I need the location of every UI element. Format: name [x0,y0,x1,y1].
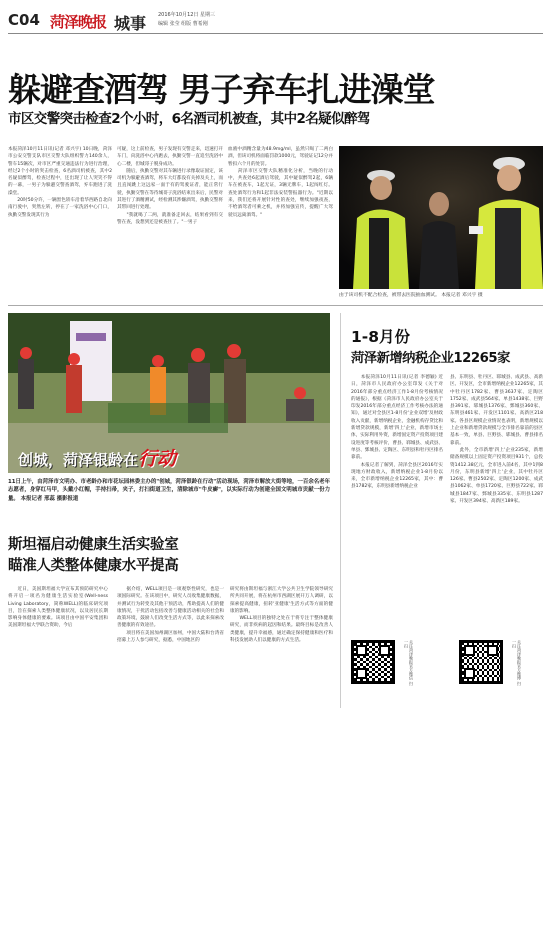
checkpoint-illustration [339,146,543,289]
health-column-1: 近日，美国斯坦福大学宣布其预防研究中心将开启一项名为健康生活实验室(Well-ness Living Laboratory，简称WELL)的临床研究项目，旨在探索人类整体健康状况，以及居民长期影响身体健康的要素。该项目由中国平安集团和美国斯坦福大学联合资助，今后 [8,587,108,629]
health-headline-line-1: 斯坦福启动健康生活实验室 [8,537,179,553]
volunteer-photo [8,313,330,473]
issue-date: 2016年10月12日 星期三 [158,12,216,18]
lead-column-1: 本报菏泽10月11日讯(记者 邓兴宇) 10日晚，菏泽市公安交警支队市区交警大队组织警力140余人，警车15辆次，对市区严重交通违法行为进行治理，经过2个小时的突击检查，6名酒司机被查，其中2名疑似醉驾，检查过程中，还出现了让人哭笑不得的一幕，一男子为躲避交警查酒驾，弃车跑进了洗澡堂。 20时50分许，一辆黑色轿车沿着华西路自北向南行驶中，突然左转，停在了一家洗浴中心门口，执勤交警发现其行为 [8,147,112,218]
lead-subhead: 市区交警突击检查2个小时，6名酒司机被查，其中2名疑似醉驾 [8,111,370,127]
volunteer-photo-overlay [18,444,176,471]
qr-wechat-caption: 关注菏泽晚报官方微信 扫一扫 [404,640,414,686]
column-divider [340,313,341,708]
section-divider [8,305,543,306]
page-header [8,7,543,33]
tax-column-2: 县、东明县、牡丹区、郓城县、成武县、高新区、开发区，全市新增纳税企业12265家，其中牡丹区1782家、曹县3637家、定陶区1752家、成武县564家、单县1438家、巨野县391家、郓城县1376家、鄄城县360家、东明县461家、开发区1101家、高新区218家。各县区规模企业情况也表明，新增规模以上企业和新增贷款规模与全市排名靠前的县区基本一致，单县、巨野县、郓城县、曹县排名靠前。 此外，全市新增'四上'企业235家，新增储备规模以上固定资产投资项目931个，总投资1412.38亿元，全市进入前4名，其中1到8月份，东明县新增'四上'企业，其中牡丹区126家、曹县2502家、定陶区1200家、成武县1062家、单县1720家、巨野县722家、郓城县1847家、鄄城县335家、东明县1287家、开发区394家、高新区189家。 [450,375,543,505]
editors-line: 编辑 张莹 组版 曹希刚 [158,21,208,27]
lead-headline: 躲避查酒驾 男子弃车扎进澡堂 [8,70,435,109]
tax-headline: 菏泽新增纳税企业12265家 [351,351,510,366]
health-column-2: 据介绍，WELL项目是一项观察性研究，也是一项国际研究。在该项目中，研究人员收集健康数据，并测试行为转变及其他干预活动，帮助提高人们的健康情况，干扰活动包括改善与健康活动相关的社会和政策环境，鼓励人们改变生活方式等，以此来探索改善健康的有效途径。 项目将在美国加州湖区加州，中国大陆和台湾省招募上万人参与研究，据悉，中国地区的 [117,587,224,644]
overlay-text: 创城，菏泽银龄在 [18,451,139,469]
overlay-accent: 行动 [138,448,177,470]
lead-photo-caption: 由于该司机不配合检查，被带去医院抽血测试。 本报记者 邓兴宇 摄 [339,293,483,298]
qr-code-weibo [459,640,503,684]
tax-column-1: 本报菏泽10月11日讯(记者 李德颖) 近日，菏泽市人民政府办公室印发《关于对2016年部分重点经济工作1-8月份考核情况的通报》，根据《菏泽市人民政府办公室关于印发2016年部分重点经济工作考核办法的通知》，通过对全县区1-8月份'企业双增'及财政收入贡献，新增纳税企业，金融机构存贷比和新增贷款规模，新增'四上'企业，新增市场主体，实际利用外资，新增固定资产投资项目建设进度等考核评价，曹县、郓城县、成武县、单县、鄄城县、定陶区、东明县和牡丹区排名靠前。 本报记者了解到，菏泽全县区2016年实现地方财政收入，新增纳税企业1-8月份以来，全市新增纳税企业12265家，其中：曹县1782家，东明县新增纳税企业 [351,375,443,490]
section-name: 城事 [114,14,147,33]
lead-column-3: 血液中酒精含量为48.9mg/ml，虽然只喝了二两白酒，但该司机将面临罚款1000元，驾驶证记12分并暂扣六个月的处罚。 菏泽市区交警大队精准化分析，当晚的行动中，共查处6起酒后驾驶，其中疑似醉驾2起，6辆车在被查车，1起无证，3辆无牌车，1起闯红灯。查处酒驾行为和1起非法安装警报器行为。"近期以来，我们还将开展针对性的查处，继续加强夜查，不给酒驾者可乘之机，并将加强宣传，提醒广大驾驶员远离酒驾。" [228,147,333,218]
qr-code-wechat [351,640,395,684]
health-headline-line-2: 瞄准人类整体健康水平提高 [8,558,179,574]
health-column-3: 研究将由斯坦福与浙江大学公共卫生学院领导研究所共同开展，将在杭州市西湖区展开万人调研，以探索提高健康，扭转'亚健康'生活方式等方面的健康的影响。 WELL项目的独特之处在于将专注于整体健康研究，而非疾病的起因和结果。最终目标是改善人类健康，提升幸福感，通过确定保持健康和医疗和科技发展助人们以健康的方式生活。 [230,587,333,644]
qr-weibo-caption: 关注菏泽晚报官方微博 扫一扫 [512,640,522,686]
checkpoint-photo [339,146,543,289]
tax-kicker: 1-8月份 [351,328,411,346]
header-rule [8,33,543,34]
page-number: C04 [8,11,40,29]
paper-logo: 菏泽晚报 [50,13,107,31]
volunteer-photo-caption: 11日上午，由菏泽市文明办、市老龄办和市花坛园林委主办的"创城，菏泽银龄在行动"活动现场，菏泽市解放大街等地，一百余名老年志愿者，身穿红马甲，头戴小红帽，手持扫帚，夹子，打扫街道卫生，清除城市"牛皮癣"，以实际行动为创建全国文明城市贡献一份力量。 本报记者 邢蕊 摄影报道 [8,479,330,502]
lead-column-2: 可疑，这上前检查，男子发现有交警走来，迅速打开车门，向洗浴中心内跑去，执勤交警一直追至洗浴中心二楼，但城哥子脱身成功。 随后，执勤交警对其车辆进行录像取证固定，该司机为躲避查酒驾，将车大灯都没有关掉及关上，而且直闯跳上这远家一面于有的驾驶证者，能正常行驶，执勤交警在等待城哥子洗浴结束出来后，民警对其进行了酒精测试，经检测其涉嫌酒驾，执勤交警将其带回进行处理。 "我就喝了二两，就准备走回去，结果看到有交警在查，没想到还是被查住了。"一男子 [117,147,223,225]
